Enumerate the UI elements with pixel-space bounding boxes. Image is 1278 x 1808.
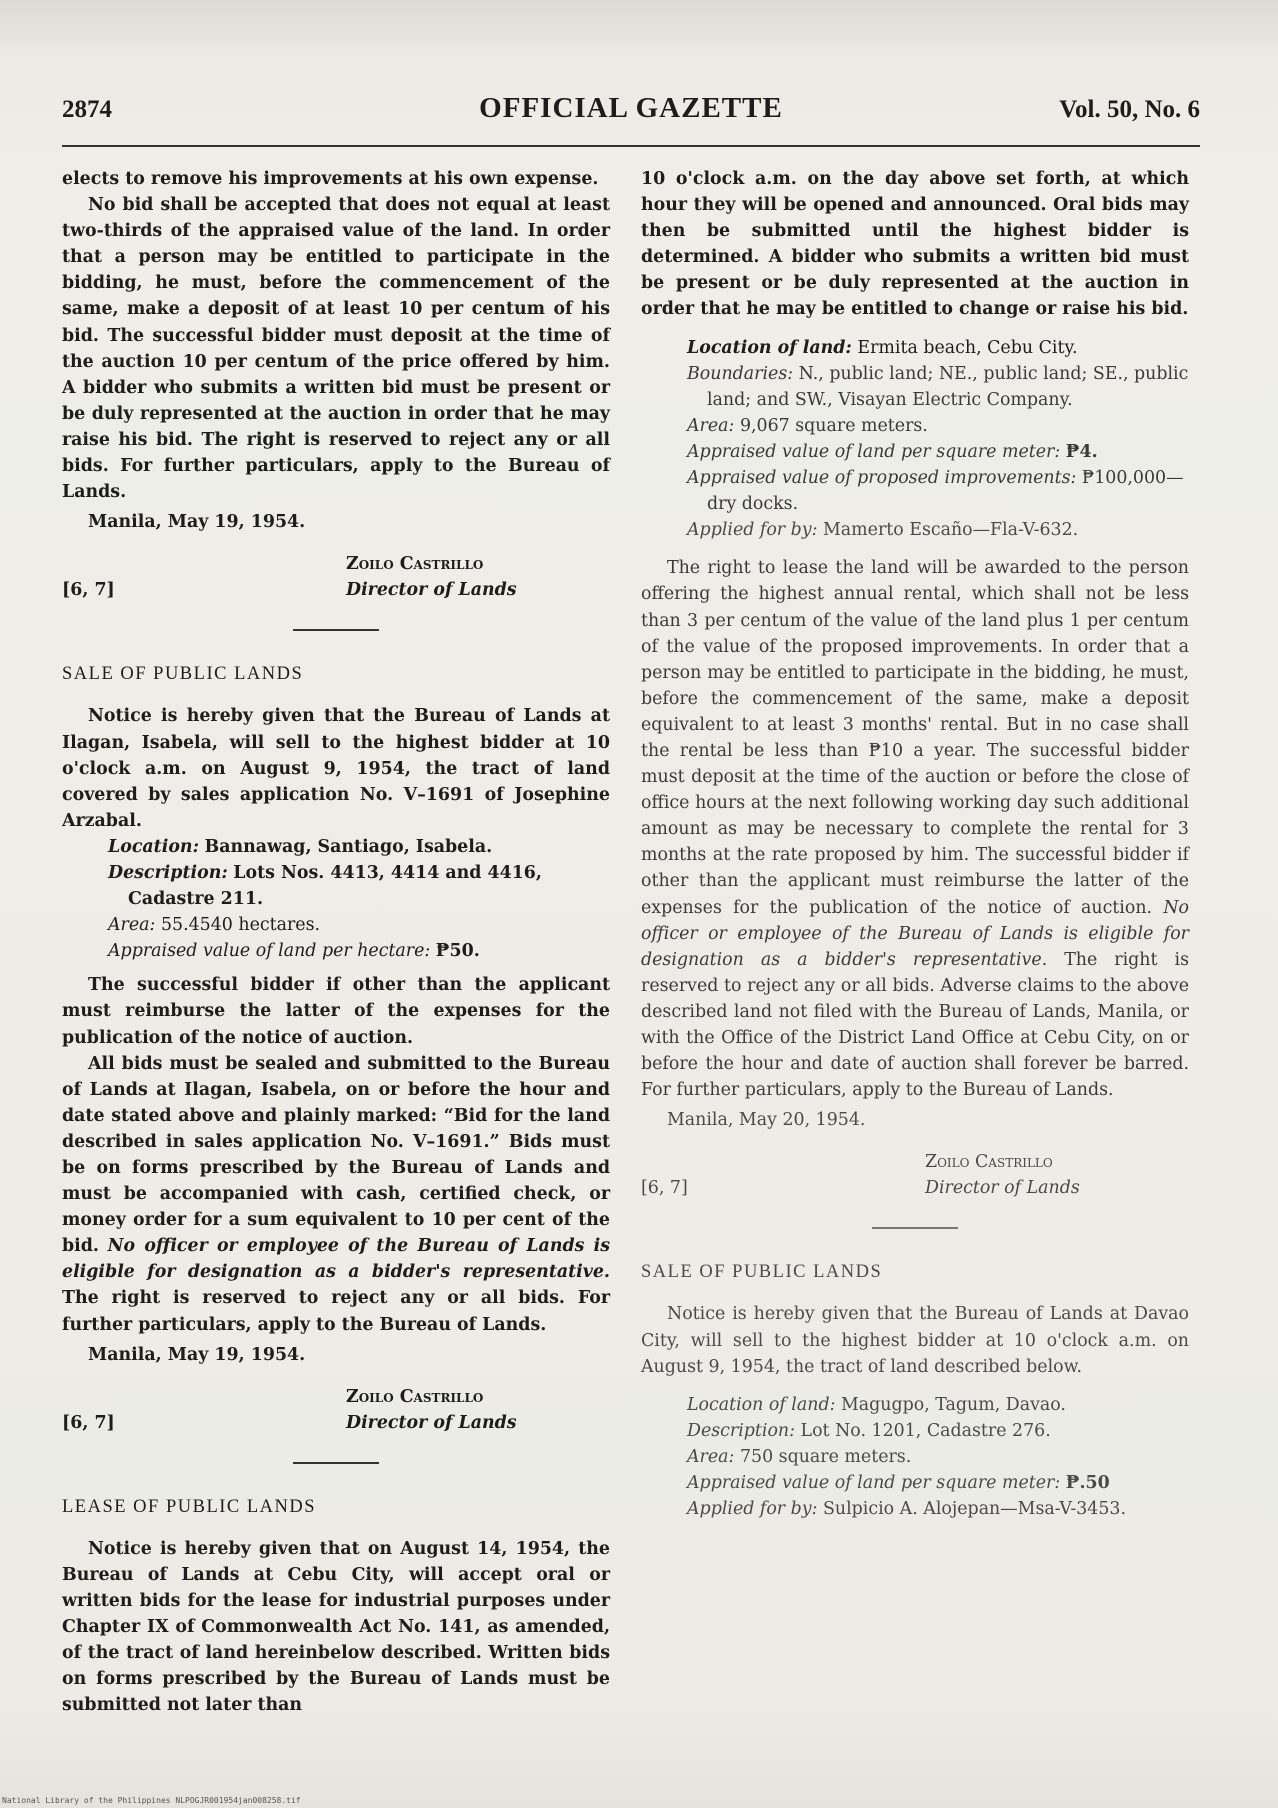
field-label: Area: bbox=[108, 915, 156, 936]
continued-text: 10 o'clock a.m. on the day above set forth, at which hour they will be opened and announced. Oral bids may then be submitted until the highest bidder is determined. A bidder who submits a written bid must be present or be duly represented at the auction in order that he may be entitled to change or raise his bid. bbox=[641, 169, 1189, 320]
notice-date: Manila, May 19, 1954. bbox=[88, 1344, 306, 1365]
field-value: ₱.50 bbox=[1065, 1473, 1110, 1494]
field-value: Magugpo, Tagum, Davao. bbox=[840, 1394, 1066, 1415]
area-field bbox=[687, 1444, 1189, 1470]
signatory-name: Zoilo Castrillo bbox=[346, 554, 484, 575]
field-value: ₱50. bbox=[435, 941, 480, 962]
lease-notice-paragraph: Notice is hereby given that on August 14, 1954, the Bureau of Lands at Cebu City, will accept oral or written bids for the lease for industrial purposes under Chapter IX of Commonwealth Act No. 141, as amended, of the tract of land hereinbelow described. Written bids on forms prescribed by the Bureau of Lands must be submitted not later than bbox=[62, 1538, 610, 1716]
bids-text: All bids must be sealed and submitted to the Bureau of Lands at Ilagan, Isabela, on or before the hour and date stated above and plainly marked: “Bid for the land described in sales application No. V–1691.” Bids must be on forms prescribed by the Bureau of Lands and must be accompanied with cash, certified check, or money order for a sum equivalent to 10 per cent of the bid. bbox=[62, 1053, 610, 1257]
description-field bbox=[108, 860, 610, 912]
notice-date: Manila, May 20, 1954. bbox=[667, 1110, 866, 1131]
signatory-name: Zoilo Castrillo bbox=[925, 1152, 1053, 1173]
field-label: Appraised value of land per hectare: bbox=[108, 941, 431, 962]
field-label: Location: bbox=[108, 836, 199, 857]
signatory-title: Director of Lands bbox=[346, 580, 517, 601]
section-divider bbox=[293, 629, 379, 631]
volume-number: Vol. 50, No. 6 bbox=[1059, 96, 1200, 123]
field-value: Bannawag, Santiago, Isabela. bbox=[204, 836, 493, 857]
location-field bbox=[108, 834, 610, 860]
signatory-title: Director of Lands bbox=[346, 1412, 517, 1433]
appraised-improvements-field bbox=[687, 465, 1189, 517]
field-value: ₱4. bbox=[1065, 441, 1098, 462]
issue-number: [6, 7] bbox=[62, 1412, 115, 1433]
bids-closing-text: The right is reserved to reject any or all bids. For further particulars, apply to the Bureau of Lands. bbox=[62, 1288, 610, 1335]
location-field bbox=[687, 335, 1189, 361]
area-field bbox=[108, 912, 610, 938]
area-field bbox=[687, 413, 1189, 439]
scan-footer: National Library of the Philippines NLPOGJR001954jan008258.tif bbox=[2, 1796, 301, 1805]
field-label: Applied for by: bbox=[687, 1499, 818, 1520]
field-value: Mamerto Escaño—Fla-V-632. bbox=[823, 520, 1079, 541]
field-label: Appraised value of land per square meter: bbox=[687, 441, 1061, 462]
field-value: Ermita beach, Cebu City. bbox=[857, 337, 1078, 358]
field-value: Sulpicio A. Alojepan—Msa-V-3453. bbox=[823, 1499, 1126, 1520]
field-label: Area: bbox=[687, 1446, 735, 1467]
field-value: Lot No. 1201, Cadastre 276. bbox=[800, 1420, 1051, 1441]
section-divider bbox=[872, 1227, 958, 1229]
field-value: Lots Nos. 4413, 4414 and 4416, Cadastre 211. bbox=[128, 862, 542, 910]
issue-number: [6, 7] bbox=[641, 1178, 688, 1199]
right-column bbox=[641, 166, 1189, 1522]
reimburse-paragraph: The successful bidder if other than the applicant must reimburse the latter of the expenses for the publication of the notice of auction. bbox=[62, 975, 610, 1048]
appraised-value-field bbox=[687, 1470, 1189, 1496]
description-field bbox=[687, 1418, 1189, 1444]
section-heading: SALE OF PUBLIC LANDS bbox=[641, 1262, 883, 1283]
bids-paragraph bbox=[62, 1051, 610, 1338]
notice-date: Manila, May 19, 1954. bbox=[88, 512, 306, 533]
field-label: Location of land: bbox=[687, 1394, 836, 1415]
signature-block bbox=[641, 1149, 1189, 1205]
section-heading: LEASE OF PUBLIC LANDS bbox=[62, 1496, 317, 1517]
field-value: 9,067 square meters. bbox=[739, 415, 928, 436]
field-label: Applied for by: bbox=[687, 520, 818, 541]
page-number: 2874 bbox=[62, 96, 112, 123]
field-label: Appraised value of proposed improvements: bbox=[687, 468, 1077, 489]
field-label: Description: bbox=[108, 862, 228, 883]
field-label: Area: bbox=[687, 415, 735, 436]
signatory-name: Zoilo Castrillo bbox=[346, 1386, 484, 1407]
header-rule bbox=[62, 145, 1200, 147]
signature-block bbox=[62, 1384, 610, 1440]
field-label: Description: bbox=[687, 1420, 795, 1441]
field-value: ₱100,000—dry docks. bbox=[707, 468, 1184, 515]
left-column bbox=[62, 166, 610, 1719]
issue-number: [6, 7] bbox=[62, 580, 115, 601]
appraised-value-field bbox=[108, 938, 610, 964]
applicant-field bbox=[687, 517, 1189, 543]
bid-conditions-paragraph: No bid shall be accepted that does not equal at least two-thirds of the appraised value of the land. In order that a person may be entitled to participate in the bidding, he must, before the commencement of the same, make a deposit of at least 10 per centum of his bid. The successful bidder must deposit at the time of the auction 10 per centum of the price offered by him. A bidder who submits a written bid must be present or be duly represented at the auction in order that he may raise his bid. The right is reserved to reject any or all bids. For further particulars, apply to the Bureau of Lands. bbox=[62, 195, 610, 503]
field-label: Appraised value of land per square meter: bbox=[687, 1473, 1061, 1494]
notice-paragraph: Notice is hereby given that the Bureau of Lands at Ilagan, Isabela, will sell to the highest bidder at 10 o'clock a.m. on August 9, 1954, the tract of land covered by sales application No. V–1691 of Josephine Arzabal. bbox=[62, 706, 610, 831]
field-value: 750 square meters. bbox=[739, 1446, 912, 1467]
location-field bbox=[687, 1392, 1189, 1418]
publication-title: OFFICIAL GAZETTE bbox=[479, 92, 783, 124]
lease-terms-italic-text: No officer or employee of the Bureau of Lands is eligible for designation as a bidder's representative. bbox=[641, 897, 1189, 970]
field-label: Boundaries: bbox=[687, 363, 794, 384]
applicant-field bbox=[687, 1496, 1189, 1522]
field-value: 55.4540 hectares. bbox=[160, 915, 321, 936]
signature-block bbox=[62, 551, 610, 607]
bids-italic-text: No officer or employee of the Bureau of Lands is eligible for designation as a bidder's representative. bbox=[62, 1236, 610, 1283]
field-label: Location of land: bbox=[687, 337, 852, 358]
appraised-land-field bbox=[687, 439, 1189, 465]
lease-terms-paragraph bbox=[641, 555, 1189, 1103]
section-heading: SALE OF PUBLIC LANDS bbox=[62, 664, 304, 685]
notice-paragraph: Notice is hereby given that the Bureau of Lands at Davao City, will sell to the highest bidder at 10 o'clock a.m. on August 9, 1954, the tract of land described below. bbox=[641, 1304, 1189, 1377]
field-value: N., public land; NE., public land; SE., public land; and SW., Visayan Electric Company. bbox=[707, 363, 1189, 410]
section-divider bbox=[293, 1462, 379, 1464]
lease-terms-text: The right to lease the land will be awarded to the person offering the highest annual rental, which shall not be less than 3 per centum of the value of the land plus 1 per centum of the value of the proposed improvements. In order that a person may be entitled to participate in the bidding, he must, before the commencement of the same, make a deposit equivalent to at least 3 months' rental. But in no case shall the rental be less than ₱10 a year. The successful bidder must deposit at the time of the auction or before the close of office hours at the next following working day such additional amount as may be necessary to complete the rental for 3 months at the rate proposed by him. The successful bidder if other than the applicant must reimburse the latter of the expenses for the publication of the notice of auction. bbox=[641, 558, 1189, 918]
boundaries-field bbox=[687, 361, 1189, 413]
continued-text: elects to remove his improvements at his own expense. bbox=[62, 169, 599, 189]
signatory-title: Director of Lands bbox=[925, 1178, 1080, 1199]
lease-terms-closing-text: The right is reserved to reject any or all bids. Adverse claims to the above described land not filed with the Bureau of Lands, Manila, or with the Office of the District Land Office at Cebu City, on or before the hour and date of auction shall forever be barred. For further particulars, apply to the Bureau of Lands. bbox=[641, 949, 1190, 1101]
page-header bbox=[62, 92, 1200, 136]
